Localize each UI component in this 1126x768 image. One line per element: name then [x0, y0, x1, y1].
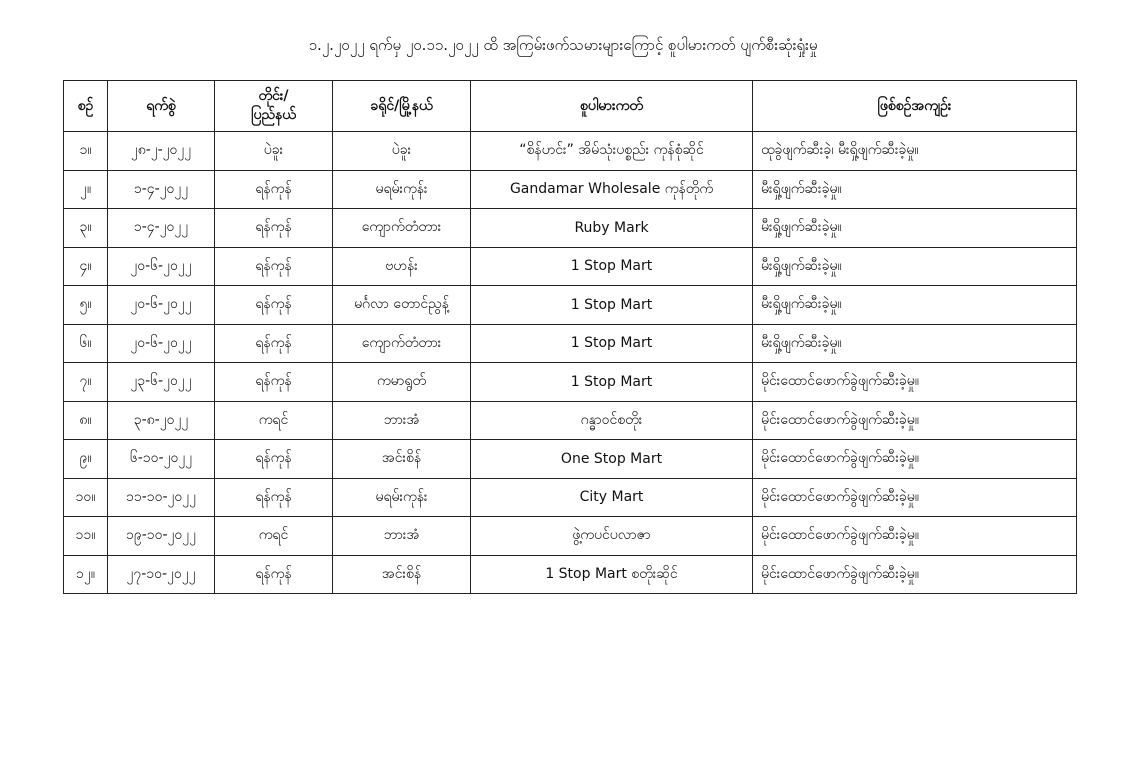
document-title: ၁.၂.၂၀၂၂ ရက်မှ ၂၀.၁၁.၂၀၂၂ ထိ အကြမ်းဖက်သမားများကြောင့် စူပါမားကတ် ပျက်စီးဆုံးရှုံးမှု — [308, 36, 818, 54]
cell-date: ၁-၄-၂၀၂၂ — [108, 170, 215, 209]
cell-region: ရန်ကုန် — [215, 170, 333, 209]
cell-no: ၁၀။ — [64, 478, 108, 517]
cell-supermarket: City Mart — [471, 478, 753, 517]
cell-region: ရန်ကုန် — [215, 555, 333, 594]
cell-supermarket: 1 Stop Mart — [471, 286, 753, 325]
cell-incident: မိုင်းထောင်ဖောက်ခွဲဖျက်ဆီးခဲ့မှု။ — [753, 363, 1077, 402]
cell-supermarket: ဖွဲ့ကပင်ပလာဇာ — [471, 517, 753, 556]
cell-township: ပဲခူး — [333, 132, 471, 171]
cell-incident: မိုင်းထောင်ဖောက်ခွဲဖျက်ဆီးခဲ့မှု။ — [753, 555, 1077, 594]
cell-region: ရန်ကုန် — [215, 324, 333, 363]
cell-township: ကျောက်တံတား — [333, 209, 471, 248]
cell-incident: မီးရှို့ဖျက်ဆီးခဲ့မှု။ — [753, 247, 1077, 286]
table-row — [64, 401, 1077, 440]
cell-date: ၁၁-၁၀-၂၀၂၂ — [108, 478, 215, 517]
cell-township: ဘားအံ — [333, 517, 471, 556]
cell-incident: မီးရှို့ဖျက်ဆီးခဲ့မှု။ — [753, 170, 1077, 209]
cell-region: ပဲခူး — [215, 132, 333, 171]
cell-incident: မီးရှို့ဖျက်ဆီးခဲ့မှု။ — [753, 324, 1077, 363]
header-date: ရက်စွဲ — [108, 81, 215, 132]
cell-no: ၆။ — [64, 324, 108, 363]
cell-township: ကမာရွတ် — [333, 363, 471, 402]
table-row — [64, 363, 1077, 402]
cell-township: ဗဟန်း — [333, 247, 471, 286]
table-row — [64, 324, 1077, 363]
header-township: ခရိုင်/မြို့နယ် — [333, 81, 471, 132]
cell-no: ၂။ — [64, 170, 108, 209]
table-row — [64, 517, 1077, 556]
table-row — [64, 478, 1077, 517]
cell-region: ရန်ကုန် — [215, 247, 333, 286]
table-row — [64, 132, 1077, 171]
incident-table — [63, 80, 1077, 594]
cell-township: အင်းစိန် — [333, 440, 471, 479]
cell-township: မင်္ဂလာ တောင်ညွန့် — [333, 286, 471, 325]
cell-incident: မိုင်းထောင်ဖောက်ခွဲဖျက်ဆီးခဲ့မှု။ — [753, 401, 1077, 440]
cell-supermarket: 1 Stop Mart စတိုးဆိုင် — [471, 555, 753, 594]
cell-date: ၂၀-၆-၂၀၂၂ — [108, 247, 215, 286]
header-no: စဉ် — [64, 81, 108, 132]
cell-supermarket: 1 Stop Mart — [471, 363, 753, 402]
cell-no: ၉။ — [64, 440, 108, 479]
cell-date: ၂၀-၆-၂၀၂၂ — [108, 324, 215, 363]
cell-supermarket: 1 Stop Mart — [471, 324, 753, 363]
cell-region: ရန်ကုန် — [215, 478, 333, 517]
cell-no: ၈။ — [64, 401, 108, 440]
header-region-line1: တိုင်း/ — [258, 88, 289, 104]
header-region — [215, 81, 333, 132]
cell-township: မရမ်းကုန်း — [333, 478, 471, 517]
cell-no: ၃။ — [64, 209, 108, 248]
table-row — [64, 247, 1077, 286]
cell-incident: မီးရှို့ဖျက်ဆီးခဲ့မှု။ — [753, 209, 1077, 248]
cell-supermarket: 1 Stop Mart — [471, 247, 753, 286]
cell-supermarket: Gandamar Wholesale ကုန်တိုက် — [471, 170, 753, 209]
cell-no: ၇။ — [64, 363, 108, 402]
cell-no: ၁၁။ — [64, 517, 108, 556]
cell-date: ၂၈-၂-၂၀၂၂ — [108, 132, 215, 171]
header-supermarket: စူပါမားကတ် — [471, 81, 753, 132]
cell-supermarket: One Stop Mart — [471, 440, 753, 479]
cell-no: ၁။ — [64, 132, 108, 171]
cell-incident: မိုင်းထောင်ဖောက်ခွဲဖျက်ဆီးခဲ့မှု။ — [753, 478, 1077, 517]
cell-incident: ထုခွဲဖျက်ဆီးခဲ့၊ မီးရှို့ဖျက်ဆီးခဲ့မှု။ — [753, 132, 1077, 171]
cell-date: ၁၉-၁၀-၂၀၂၂ — [108, 517, 215, 556]
cell-incident: မိုင်းထောင်ဖောက်ခွဲဖျက်ဆီးခဲ့မှု။ — [753, 517, 1077, 556]
cell-date: ၂၀-၆-၂၀၂၂ — [108, 286, 215, 325]
cell-date: ၃-၈-၂၀၂၂ — [108, 401, 215, 440]
cell-supermarket: “စိန်ဟင်း” အိမ်သုံးပစ္စည်း ကုန်စုံဆိုင် — [471, 132, 753, 171]
cell-date: ၁-၄-၂၀၂၂ — [108, 209, 215, 248]
cell-township: ဘားအံ — [333, 401, 471, 440]
cell-region: ကရင် — [215, 517, 333, 556]
cell-region: ရန်ကုန် — [215, 440, 333, 479]
cell-date: ၆-၁၀-၂၀၂၂ — [108, 440, 215, 479]
cell-incident: မိုင်းထောင်ဖောက်ခွဲဖျက်ဆီးခဲ့မှု။ — [753, 440, 1077, 479]
table-header-row — [64, 81, 1077, 132]
cell-township: မရမ်းကုန်း — [333, 170, 471, 209]
cell-date: ၂၇-၁၀-၂၀၂၂ — [108, 555, 215, 594]
cell-region: ရန်ကုန် — [215, 209, 333, 248]
cell-region: ရန်ကုန် — [215, 286, 333, 325]
cell-no: ၁၂။ — [64, 555, 108, 594]
cell-no: ၅။ — [64, 286, 108, 325]
table-row — [64, 555, 1077, 594]
cell-township: အင်းစိန် — [333, 555, 471, 594]
cell-region: ကရင် — [215, 401, 333, 440]
table-row — [64, 170, 1077, 209]
cell-region: ရန်ကုန် — [215, 363, 333, 402]
cell-date: ၂၃-၆-၂၀၂၂ — [108, 363, 215, 402]
table-row — [64, 209, 1077, 248]
cell-supermarket: Ruby Mark — [471, 209, 753, 248]
cell-no: ၄။ — [64, 247, 108, 286]
table-row — [64, 286, 1077, 325]
cell-township: ကျောက်တံတား — [333, 324, 471, 363]
table-row — [64, 440, 1077, 479]
cell-supermarket: ဂန္ဓာဝင်စတိုး — [471, 401, 753, 440]
cell-incident: မီးရှို့ဖျက်ဆီးခဲ့မှု။ — [753, 286, 1077, 325]
header-incident: ဖြစ်စဉ်အကျဉ်း — [753, 81, 1077, 132]
header-region-line2: ပြည်နယ် — [251, 107, 296, 123]
